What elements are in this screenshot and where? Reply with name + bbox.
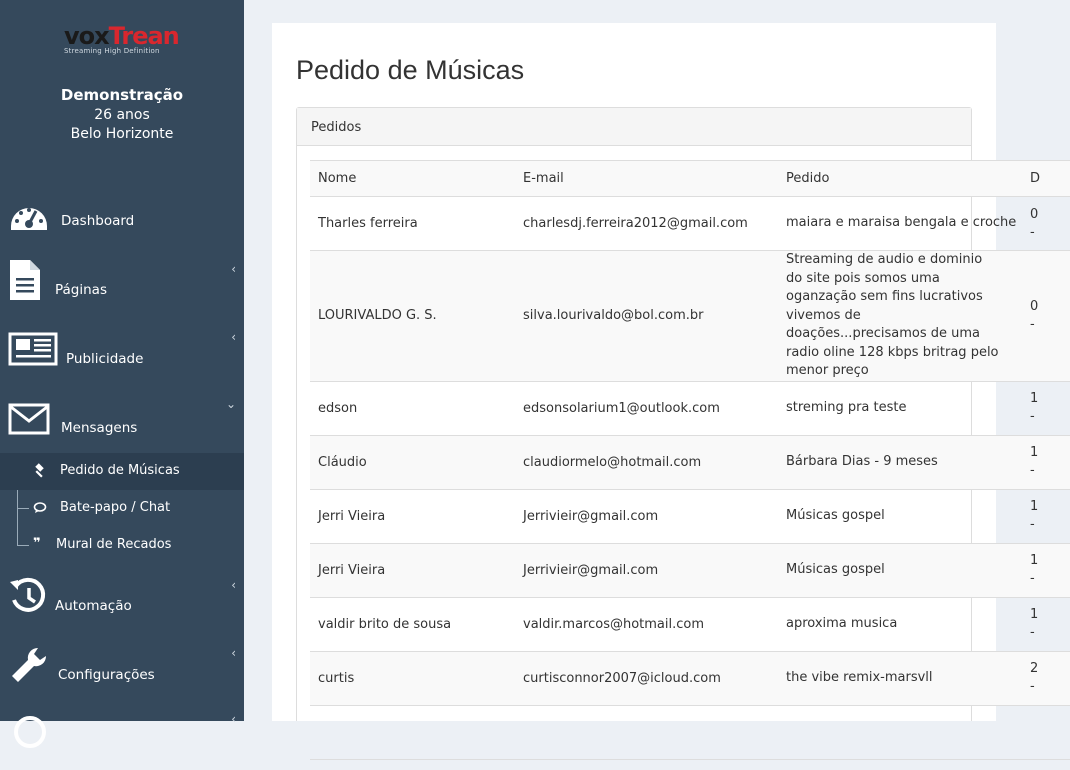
cell-nome: curtis (318, 670, 355, 686)
table-row (310, 197, 1070, 251)
nav-mensagens-label: Mensagens (61, 420, 138, 436)
nav-paginas-label: Páginas (55, 282, 107, 298)
gavel-icon (33, 464, 47, 478)
cell-data (1010, 543, 1070, 597)
nav-dashboard-label: Dashboard (61, 213, 135, 229)
cell-email: claudiormelo@hotmail.com (523, 454, 702, 470)
table-wrapper[interactable] (310, 160, 1041, 721)
nav-configuracoes-label: Configurações (58, 667, 155, 683)
cell-pedido (778, 705, 1010, 759)
chevron-left-icon: ‹ (231, 646, 236, 660)
data-line2: - (1030, 625, 1035, 640)
data-line1: 1 (1030, 607, 1039, 622)
data-line2: - (1030, 409, 1035, 424)
chevron-left-icon: ‹ (231, 330, 236, 344)
nav-paginas[interactable] (0, 256, 244, 316)
nav-publicidade[interactable] (0, 324, 244, 384)
file-icon (6, 258, 48, 300)
data-line2: - (1030, 316, 1035, 332)
nav-publicidade-label: Publicidade (66, 351, 144, 367)
cell-pedido: Bárbara Dias - 9 meses (786, 453, 938, 469)
data-line2: - (1030, 571, 1035, 586)
logo[interactable] (64, 22, 184, 62)
cell-email: curtisconnor2007@icloud.com (523, 670, 721, 686)
cell-nome: edson (318, 400, 358, 416)
data-line1: 1 (1030, 499, 1039, 514)
chevron-down-icon: ⌄ (225, 397, 236, 411)
chat-icon (33, 501, 47, 515)
submenu-bate-papo[interactable] (0, 490, 244, 527)
cell-data (1010, 197, 1070, 251)
submenu-pedido-musicas[interactable] (0, 453, 244, 490)
cell-nome: LOURIVALDO G. S. (318, 308, 437, 324)
cell-data (1010, 705, 1070, 759)
cell-nome: Cláudio (318, 454, 367, 470)
chevron-left-icon: ‹ (231, 712, 236, 726)
sidebar (0, 0, 244, 726)
cell-data (1010, 651, 1070, 705)
submenu-chat-label: Bate-papo / Chat (60, 500, 171, 515)
newspaper-icon (8, 328, 58, 370)
table-header-row (310, 161, 1070, 197)
cell-nome: valdir brito de sousa (318, 616, 452, 632)
dashboard-icon (8, 196, 50, 238)
cell-email: Jerrivieir@gmail.com (523, 508, 659, 524)
submenu-pedido-label: Pedido de Músicas (60, 463, 180, 478)
cell-nome: Tharles ferreira (318, 216, 418, 231)
submenu-mural-label: Mural de Recados (56, 537, 172, 552)
wrench-icon (8, 644, 50, 686)
user-age: 26 anos (94, 107, 150, 123)
quote-icon: ❞ (33, 536, 41, 551)
chevron-left-icon: ‹ (231, 578, 236, 592)
header-nome[interactable]: Nome (318, 171, 357, 186)
nav-automacao[interactable] (0, 574, 244, 634)
user-name: Demonstração (60, 86, 184, 104)
cell-data (1010, 597, 1070, 651)
table-row (310, 705, 1070, 759)
data-line2: - (1030, 224, 1035, 240)
nav-next-item[interactable] (0, 710, 244, 770)
data-line1: 0 (1030, 206, 1039, 222)
header-email[interactable]: E-mail (523, 171, 564, 186)
nav-configuracoes[interactable] (0, 642, 244, 702)
cell-email: silva.lourivaldo@bol.com.br (523, 308, 704, 324)
cell-pedido: streming pra teste (786, 399, 907, 415)
page-title: Pedido de Músicas (296, 55, 525, 85)
nav-mensagens[interactable] (0, 395, 244, 455)
cell-pedido: Músicas gospel (786, 561, 885, 577)
header-pedido[interactable]: Pedido (786, 171, 830, 186)
header-data[interactable]: D (1030, 171, 1041, 186)
logo-tagline: Streaming High Definition (64, 47, 160, 55)
data-line1: 1 (1030, 553, 1039, 568)
table-row (310, 597, 1070, 651)
panel-title: Pedidos (311, 120, 362, 135)
cell-data (1010, 251, 1070, 382)
cell-email (515, 705, 778, 759)
cell-email: charlesdj.ferreira2012@gmail.com (523, 216, 748, 231)
cell-email: valdir.marcos@hotmail.com (523, 616, 705, 632)
table-row (310, 489, 1070, 543)
table-row (310, 435, 1070, 489)
user-city: Belo Horizonte (70, 126, 174, 142)
data-line2: - (1030, 679, 1035, 694)
cell-pedido: Streaming de audio e dominio do site pois somos uma oganzação sem fins lucrativos vivemos de doações...precisamos de uma radio oline 128 kbps britrag pelo menor preço (786, 252, 999, 378)
cell-nome: Jerri Vieira (318, 508, 386, 524)
cell-data (1010, 435, 1070, 489)
data-line1: 1 (1030, 391, 1039, 406)
history-icon (8, 576, 50, 618)
nav-automacao-label: Automação (55, 598, 132, 614)
data-line2: - (1030, 517, 1035, 532)
table-row (310, 543, 1070, 597)
data-line1: 1 (1030, 445, 1039, 460)
table-row (310, 381, 1070, 435)
cell-pedido: aproxima musica (786, 615, 898, 631)
cell-pedido: the vibe remix-marsvll (786, 669, 933, 685)
envelope-icon (8, 399, 50, 441)
pedidos-table (310, 160, 1070, 760)
cell-data (1010, 489, 1070, 543)
cell-pedido: maiara e maraisa bengala e croche (786, 215, 1017, 231)
panel-header (297, 108, 971, 146)
logo-text-dark: vox (64, 22, 109, 50)
chevron-left-icon: ‹ (231, 262, 236, 276)
cell-pedido: Músicas gospel (786, 507, 885, 523)
cell-email: Jerrivieir@gmail.com (523, 562, 659, 578)
submenu-mural[interactable] (0, 527, 244, 564)
data-line1: 2 (1030, 661, 1039, 676)
table-row (310, 651, 1070, 705)
cell-email: edsonsolarium1@outlook.com (523, 400, 720, 416)
cell-data (1010, 381, 1070, 435)
cell-nome: Jerri Vieira (318, 562, 386, 578)
data-line1: 0 (1030, 298, 1039, 314)
nav-dashboard[interactable] (0, 192, 244, 252)
cell-nome (310, 705, 515, 759)
table-row (310, 251, 1070, 382)
data-line2: - (1030, 463, 1035, 478)
logo-text-red: Trean (108, 22, 179, 50)
circle-icon (8, 712, 50, 754)
